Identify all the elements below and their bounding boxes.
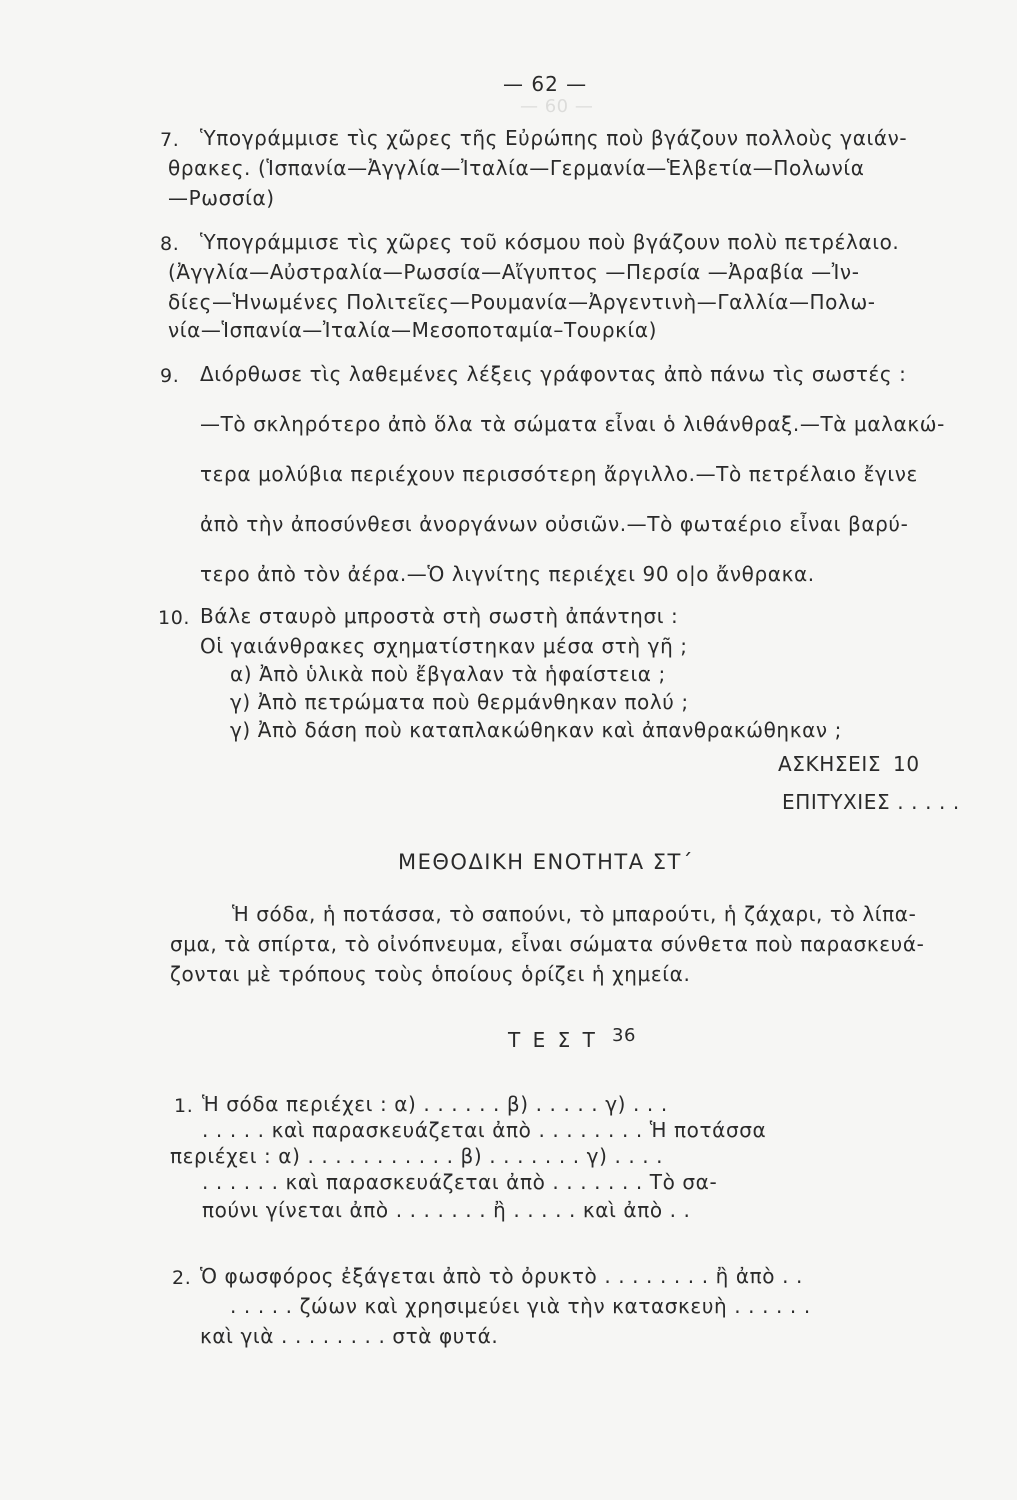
item-9-line-5: τερο ἀπὸ τὸν ἀέρα.—Ὁ λιγνίτης περιέχει 90 ο|ο ἄνθρακα. (200, 562, 815, 586)
item-8-line-1: Ὑπογράμμισε τὶς χῶρες τοῦ κόσμου ποὺ βγάζουν πολὺ πετρέλαιο. (200, 230, 900, 254)
question-1-line-3: περιέχει : α) . . . . . . . . . . . β) . . . . . . . γ) . . . . (170, 1144, 664, 1168)
item-7-line-3: —Ρωσσία) (168, 186, 275, 210)
item-9-line-3: τερα μολύβια περιέχουν περισσότερη ἄργιλλο.—Τὸ πετρέλαιο ἔγινε (200, 462, 918, 486)
successes-label: ΕΠΙΤΥΧΙΕΣ . . . . . (782, 790, 960, 814)
item-8-line-3: δίες—Ἡνωμένες Πολιτεῖες—Ρουμανία—Ἀργεντινὴ—Γαλλία—Πολω- (168, 290, 876, 314)
page-number: — 62 — (503, 72, 588, 96)
question-2-line-3: καὶ γιὰ . . . . . . . . στὰ φυτά. (200, 1324, 499, 1348)
question-1-line-2: . . . . . καὶ παρασκευάζεται ἀπὸ . . . . . . . . Ἡ ποτάσσα (202, 1118, 767, 1142)
question-2-line-1: Ὁ φωσφόρος ἐξάγεται ἀπὸ τὸ ὀρυκτὸ . . . . . . . . ἢ ἀπὸ . . (200, 1264, 803, 1288)
question-1-line-5: πούνι γίνεται ἀπὸ . . . . . . . ἢ . . . . . καὶ ἀπὸ . . (202, 1198, 691, 1222)
item-7-number: 7. (160, 129, 180, 151)
show-through-text: — 60 — (520, 96, 594, 117)
item-10-line-1: Βάλε σταυρὸ μπροστὰ στὴ σωστὴ ἀπάντησι : (200, 604, 679, 628)
item-10-option-b: γ) Ἀπὸ πετρώματα ποὺ θερμάνθηκαν πολύ ; (230, 690, 689, 714)
item-8-line-2: (Ἀγγλία—Αὐστραλία—Ρωσσία—Αἴγυπτος —Περσία —Ἀραβία —Ἰν- (168, 260, 860, 284)
item-9-number: 9. (160, 365, 180, 387)
item-10-number: 10. (158, 607, 191, 629)
question-1-line-4: . . . . . . καὶ παρασκευάζεται ἀπὸ . . . . . . . Τὸ σα- (202, 1170, 718, 1194)
item-8-line-4: νία—Ἱσπανία—Ἰταλία—Μεσοποταμία–Τουρκία) (168, 318, 658, 342)
test-number: 36 (612, 1025, 637, 1046)
item-9-line-1: Διόρθωσε τὶς λαθεμένες λέξεις γράφοντας ἀπὸ πάνω τὶς σωστές : (200, 362, 907, 386)
question-1-number: 1. (174, 1095, 194, 1117)
item-9-line-4: ἀπὸ τὴν ἀποσύνθεσι ἀνοργάνων οὐσιῶν.—Τὸ φωταέριο εἶναι βαρύ- (200, 512, 909, 536)
intro-line-1: Ἡ σόδα, ἡ ποτάσσα, τὸ σαπούνι, τὸ μπαρούτι, ἡ ζάχαρι, τὸ λίπα- (232, 902, 917, 926)
item-10-option-c: γ) Ἀπὸ δάση ποὺ καταπλακώθηκαν καὶ ἀπανθρακώθηκαν ; (230, 718, 842, 742)
intro-line-3: ζονται μὲ τρόπους τοὺς ὁποίους ὁρίζει ἡ χημεία. (170, 962, 691, 986)
item-7-line-2: θρακες. (Ἱσπανία—Ἀγγλία—Ἰταλία—Γερμανία—Ἑλβετία—Πολωνία (168, 156, 865, 180)
item-10-option-a: α) Ἀπὸ ὑλικὰ ποὺ ἔβγαλαν τὰ ἡφαίστεια ; (230, 662, 666, 686)
item-9-line-2: —Τὸ σκληρότερο ἀπὸ ὅλα τὰ σώματα εἶναι ὁ λιθάνθραξ.—Τὰ μαλακώ- (200, 412, 945, 436)
question-2-line-2: . . . . . ζώων καὶ χρησιμεύει γιὰ τὴν κατασκευὴ . . . . . . (230, 1294, 811, 1318)
section-title: ΜΕΘΟΔΙΚΗ ΕΝΟΤΗΤΑ ΣΤ΄ (398, 850, 694, 874)
item-7-line-1: Ὑπογράμμισε τὶς χῶρες τῆς Εὐρώπης ποὺ βγάζουν πολλοὺς γαιάν- (200, 126, 908, 150)
intro-line-2: σμα, τὰ σπίρτα, τὸ οἰνόπνευμα, εἶναι σώματα σύνθετα ποὺ παρασκευά- (170, 932, 925, 956)
test-label: Τ Ε Σ Τ (508, 1028, 598, 1052)
question-1-line-1: Ἡ σόδα περιέχει : α) . . . . . . β) . . . . . γ) . . . (202, 1092, 668, 1116)
item-8-number: 8. (160, 233, 180, 255)
question-2-number: 2. (172, 1267, 192, 1289)
exercises-label: ΑΣΚΗΣΕΙΣ (778, 752, 882, 776)
exercises-value: 10 (893, 752, 920, 776)
item-10-line-2: Οἱ γαιάνθρακες σχηματίστηκαν μέσα στὴ γῆ ; (200, 634, 688, 658)
